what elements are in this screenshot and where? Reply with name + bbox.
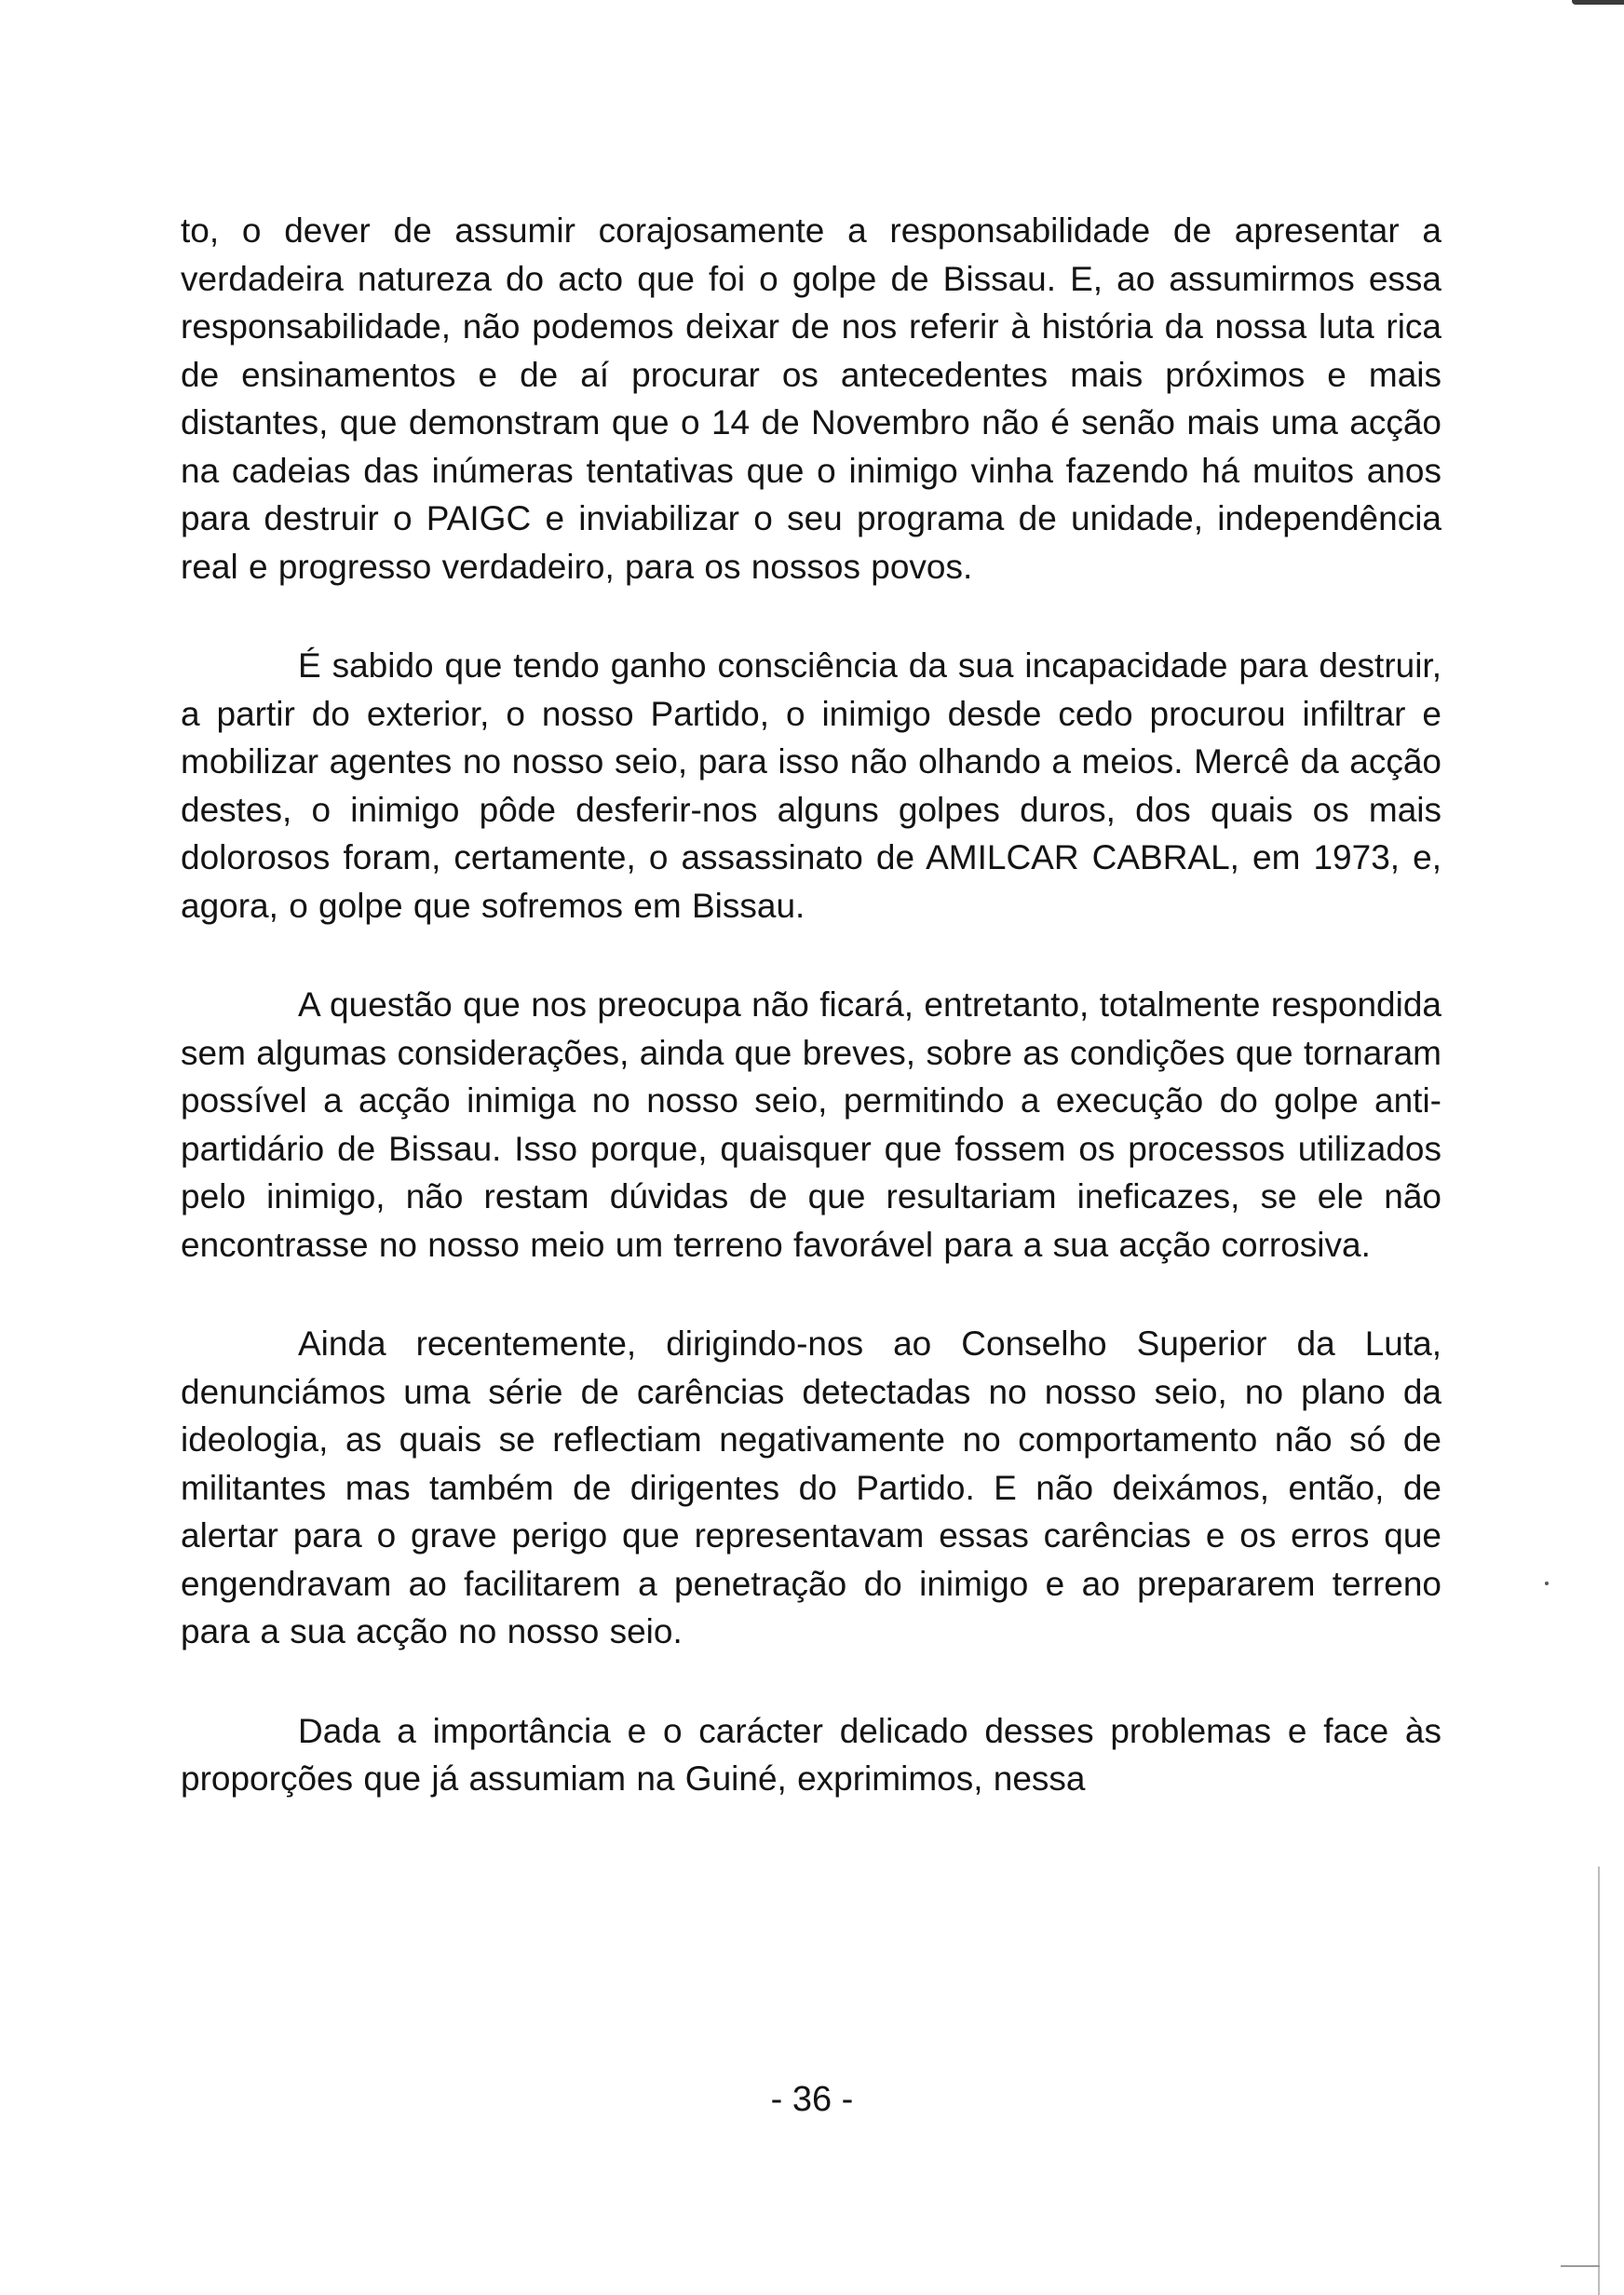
scan-speck — [1545, 1582, 1549, 1585]
paragraph-1: to, o dever de assumir corajosamente a responsabilidade de apresentar a verdadeira natureza do acto que foi o golpe de Bissau. E, ao assumirmos essa responsabilidade, não podemos deixar de nos referir à história da nossa luta rica de ensinamentos e de aí procurar os antecedentes mais próximos e mais distantes, que demonstram que o 14 de Novembro não é senão mais uma acção na cadeias das inúmeras tentativas que o inimigo vinha fazendo há muitos anos para destruir o PAIGC e inviabilizar o seu programa de unidade, independência real e progresso verdadeiro, para os nossos povos. — [181, 211, 1441, 586]
paragraph-5: Dada a importância e o carácter delicado desses problemas e face às proporções que já assumiam na Guiné, exprimimos, nessa — [181, 1711, 1441, 1798]
paragraph-3: A questão que nos preocupa não ficará, entretanto, totalmente respondida sem algumas considerações, ainda que breves, sobre as condições que tornaram possível a acção inimiga no nosso seio, permitindo a execução do golpe anti-partidário de Bissau. Isso porque, quaisquer que fossem os processos utilizados pelo inimigo, não restam dúvidas de que resultariam ineficazes, se ele não encontrasse no nosso meio um terreno favorável para a sua acção corrosiva. — [181, 985, 1441, 1264]
scan-corner-mark — [1572, 0, 1624, 5]
scan-edge-foot — [1561, 2265, 1600, 2267]
paragraph-2: É sabido que tendo ganho consciência da sua incapacidade para destruir, a partir do exterior, o nosso Partido, o inimigo desde cedo procurou infiltrar e mobilizar agentes no nosso seio, para isso não olhando a meios. Mercê da acção destes, o inimigo pôde desferir-nos alguns golpes duros, dos quais os mais dolorosos foram, certamente, o assassinato de AMILCAR CABRAL, em 1973, e, agora, o golpe que sofremos em Bissau. — [181, 646, 1441, 925]
paragraph-4: Ainda recentemente, dirigindo-nos ao Conselho Superior da Luta, denunciámos uma série de carências detectadas no nosso seio, no plano da ideologia, as quais se reflectiam negativamente no comportamento não só de militantes mas também de dirigentes do Partido. E não deixámos, então, de alertar para o grave perigo que representavam essas carências e os erros que engendravam ao facilitarem a penetração do inimigo e ao prepararem terreno para a sua acção no nosso seio. — [181, 1324, 1441, 1650]
page-number: - 36 - — [770, 2080, 854, 2119]
body-text — [181, 207, 1441, 1854]
